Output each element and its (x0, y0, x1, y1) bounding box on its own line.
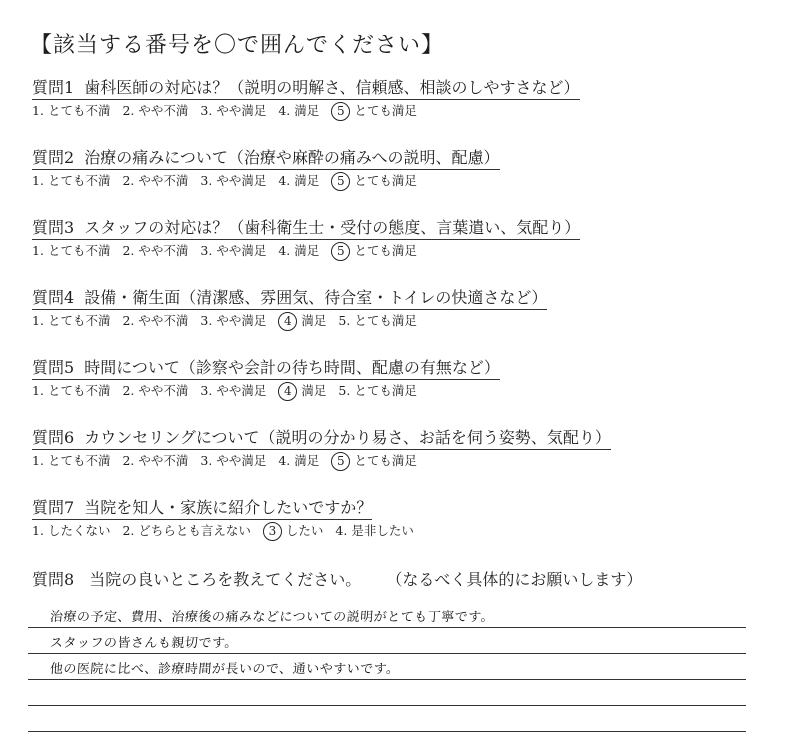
option-number: 1. (32, 453, 44, 468)
question-1 (32, 78, 752, 121)
circled-number: 4 (278, 312, 297, 331)
question-8 (32, 570, 752, 590)
rating-option[interactable] (200, 451, 266, 471)
question-text: カウンセリングについて（説明の分かり易さ、お話を伺う姿勢、気配り） (84, 428, 611, 447)
rating-option-selected[interactable] (331, 101, 417, 121)
rating-option[interactable] (122, 101, 188, 121)
rating-option[interactable] (122, 311, 188, 331)
option-label: とても不満 (47, 243, 111, 258)
option-label: やや不満 (138, 173, 189, 188)
rating-option[interactable] (200, 311, 266, 331)
question-number: 質問1 (32, 78, 75, 97)
rating-option[interactable] (122, 241, 188, 261)
question-5 (32, 358, 752, 401)
option-label: やや満足 (216, 173, 267, 188)
rating-option[interactable] (32, 451, 110, 471)
circled-number: 4 (278, 382, 297, 401)
option-number: 4. (335, 523, 348, 538)
handwritten-answer: 他の医院に比べ、診療時間が長いので、通いやすいです。 (49, 662, 401, 677)
rating-option[interactable] (32, 381, 110, 401)
option-number: 2. (122, 103, 135, 118)
question-title (32, 288, 547, 310)
rating-options (32, 241, 752, 261)
option-label: 満足 (294, 173, 320, 188)
question-note: （なるべく具体的にお願いします） (386, 570, 643, 589)
question-7 (32, 498, 752, 541)
question-6 (32, 428, 752, 471)
option-label: 是非したい (351, 523, 414, 538)
option-label: とても満足 (354, 103, 417, 118)
option-number: 1. (32, 243, 44, 258)
question-text: スタッフの対応は？（歯科衛生士・受付の態度、言葉遣い、気配り） (84, 218, 581, 237)
rating-option[interactable] (200, 241, 266, 261)
rating-options (32, 311, 752, 331)
answer-line (28, 602, 746, 628)
rating-option-selected[interactable] (331, 171, 417, 191)
option-number: 4. (278, 453, 291, 468)
answer-line (28, 654, 746, 680)
question-text: 治療の痛みについて（治療や麻酔の痛みへの説明、配慮） (84, 148, 500, 167)
option-label: やや満足 (216, 103, 267, 118)
question-number: 質問6 (32, 428, 75, 447)
rating-option[interactable] (278, 241, 319, 261)
rating-option[interactable] (32, 521, 110, 541)
form-header: 【該当する番号を〇で囲んでください】 (30, 33, 445, 58)
option-number: 4. (278, 243, 291, 258)
circled-number: 5 (331, 242, 350, 261)
rating-option[interactable] (32, 311, 110, 331)
option-label: とても不満 (47, 173, 111, 188)
rating-option[interactable] (32, 101, 110, 121)
option-number: 2. (122, 313, 135, 328)
question-title (32, 498, 372, 520)
option-number: 2. (122, 523, 135, 538)
option-number: 2. (122, 173, 135, 188)
handwritten-answer: スタッフの皆さんも親切です。 (49, 636, 239, 651)
question-number: 質問8 (32, 570, 75, 589)
rating-option-selected[interactable] (278, 311, 326, 331)
option-label: とても不満 (47, 103, 111, 118)
option-label: どちらとも言えない (138, 523, 251, 538)
option-number: 4. (278, 173, 291, 188)
option-label: とても満足 (354, 243, 417, 258)
question-text: 歯科医師の対応は？（説明の明解さ、信頼感、相談のしやすさなど） (84, 78, 580, 97)
question-8-title (32, 570, 752, 590)
question-title (32, 148, 500, 170)
rating-option[interactable] (335, 521, 413, 541)
option-label: とても満足 (354, 453, 417, 468)
option-number: 3. (200, 243, 213, 258)
option-label: とても満足 (354, 173, 417, 188)
question-number: 質問7 (32, 498, 75, 517)
question-number: 質問2 (32, 148, 75, 167)
option-label: 満足 (294, 243, 320, 258)
rating-option[interactable] (338, 381, 416, 401)
rating-options (32, 381, 752, 401)
question-text: 時間について（診察や会計の待ち時間、配慮の有無など） (84, 358, 500, 377)
question-text: 当院の良いところを教えてください。 (89, 570, 362, 589)
rating-option[interactable] (278, 451, 319, 471)
option-label: やや不満 (138, 313, 189, 328)
option-label: やや満足 (216, 453, 267, 468)
option-number: 1. (32, 523, 44, 538)
option-number: 5. (338, 383, 351, 398)
option-label: やや満足 (216, 383, 267, 398)
answer-line (28, 706, 746, 732)
rating-option-selected[interactable] (331, 451, 417, 471)
rating-options (32, 171, 752, 191)
option-label: 満足 (301, 383, 327, 398)
option-number: 3. (200, 173, 213, 188)
option-label: とても不満 (47, 453, 111, 468)
option-label: 満足 (294, 453, 320, 468)
rating-option[interactable] (200, 101, 266, 121)
option-number: 1. (32, 383, 44, 398)
option-label: やや不満 (138, 383, 189, 398)
option-number: 3. (200, 453, 213, 468)
question-2 (32, 148, 752, 191)
answer-line (28, 680, 746, 706)
handwritten-answer: 治療の予定、費用、治療後の痛みなどについての説明がとても丁寧です。 (49, 610, 495, 625)
rating-option[interactable] (122, 171, 188, 191)
question-title (32, 428, 611, 450)
option-number: 4. (278, 103, 291, 118)
rating-option[interactable] (278, 171, 319, 191)
option-label: やや不満 (138, 243, 189, 258)
circled-number: 5 (331, 452, 350, 471)
option-number: 3. (200, 313, 213, 328)
option-number: 3. (200, 103, 213, 118)
rating-options (32, 521, 752, 541)
question-title (32, 218, 580, 240)
option-label: したい (285, 523, 324, 538)
circled-number: 3 (263, 522, 282, 541)
option-label: とても満足 (354, 313, 417, 328)
rating-option-selected[interactable] (331, 241, 417, 261)
rating-option-selected[interactable] (263, 521, 324, 541)
option-label: やや不満 (138, 103, 189, 118)
rating-option[interactable] (32, 241, 110, 261)
option-label: 満足 (294, 103, 320, 118)
question-number: 質問5 (32, 358, 75, 377)
rating-option-selected[interactable] (278, 381, 326, 401)
question-text: 設備・衛生面（清潔感、雰囲気、待合室・トイレの快適さなど） (84, 288, 548, 307)
question-number: 質問4 (32, 288, 75, 307)
option-number: 1. (32, 313, 44, 328)
option-label: やや不満 (138, 453, 189, 468)
rating-option[interactable] (122, 381, 188, 401)
option-number: 1. (32, 103, 44, 118)
circled-number: 5 (331, 102, 350, 121)
question-number: 質問3 (32, 218, 75, 237)
question-title (32, 358, 500, 380)
rating-options (32, 101, 752, 121)
option-number: 1. (32, 173, 44, 188)
rating-option[interactable] (200, 381, 266, 401)
option-label: とても満足 (354, 383, 417, 398)
option-label: やや満足 (216, 313, 267, 328)
answer-lines (28, 602, 746, 732)
option-number: 2. (122, 243, 135, 258)
rating-option[interactable] (32, 171, 110, 191)
option-label: 満足 (301, 313, 327, 328)
rating-option[interactable] (122, 521, 250, 541)
question-text: 当院を知人・家族に紹介したいですか？ (84, 498, 373, 517)
option-number: 3. (200, 383, 213, 398)
rating-option[interactable] (122, 451, 188, 471)
option-label: やや満足 (216, 243, 267, 258)
option-number: 2. (122, 453, 135, 468)
answer-line (28, 628, 746, 654)
rating-option[interactable] (338, 311, 416, 331)
question-4 (32, 288, 752, 331)
question-3 (32, 218, 752, 261)
circled-number: 5 (331, 172, 350, 191)
option-label: したくない (47, 523, 111, 538)
rating-option[interactable] (278, 101, 319, 121)
rating-options (32, 451, 752, 471)
rating-option[interactable] (200, 171, 266, 191)
question-title (32, 78, 580, 100)
option-number: 5. (338, 313, 351, 328)
option-label: とても不満 (47, 313, 111, 328)
option-label: とても不満 (47, 383, 111, 398)
option-number: 2. (122, 383, 135, 398)
